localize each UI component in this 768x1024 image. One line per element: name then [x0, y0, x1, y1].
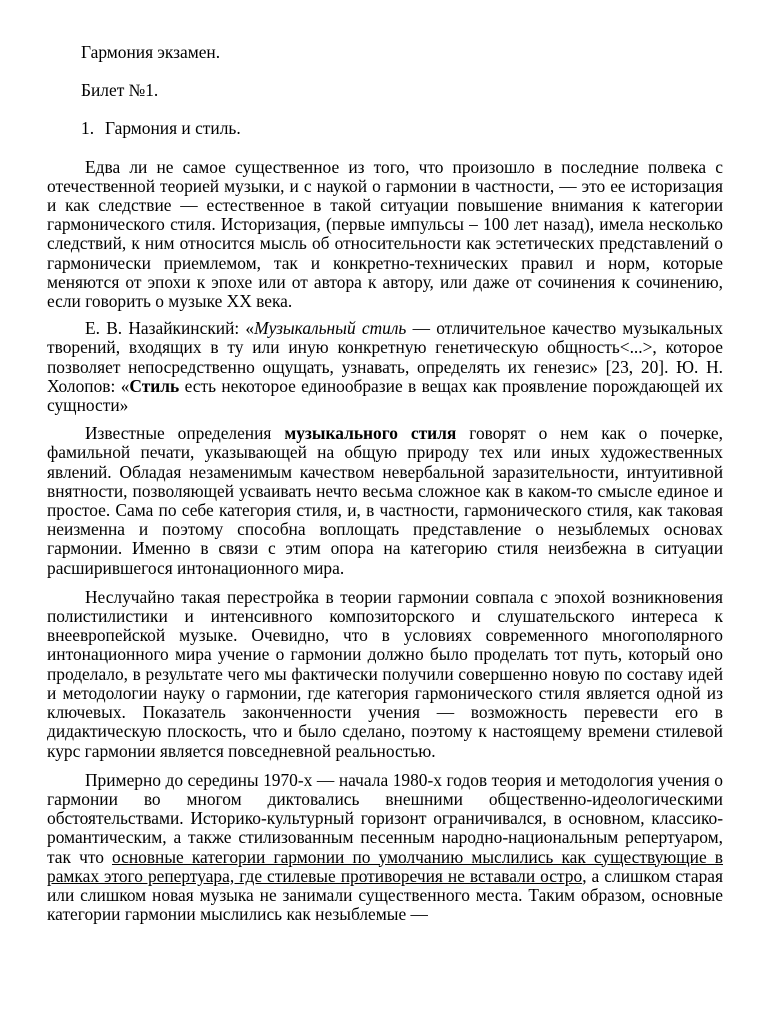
- term-musical-style-bold: музыкального стиля: [284, 423, 457, 444]
- paragraph-run: говорят о нем как о почерке, фамильной печати, указывающей на общую природу тех или иных художественных явлений. Обладая незаменимым качеством невербальной заразительности, интуитивной внятности, позволяющей усваивать нечто весьма сложное как в каком-то смысле единое и простое. Сама по себе категория стиля, и, в частности, гармонического стиля, как таковая неизменна и поэтому способна воплощать представление о незыблемых основах гармонии. Именно в связи с этим опора на категорию стиля неизбежна в ситуации расширившегося интонационного мира.: [47, 423, 723, 578]
- topic-heading: [47, 119, 723, 138]
- paragraph-run: Е. В. Назайкинский: «: [85, 318, 255, 339]
- paragraph-run: Едва ли не самое существенное из того, что произошло в последние полвека с отечественной теорией музыки, и с наукой о гармонии в частности, — это ее историзация и как следствие — естественное в такой ситуации повышение внимания к категории гармонического стиля. Историзация, (первые импульсы – 100 лет назад), имела несколько следствий, к ним относится мысль об относительности как эстетических представлений о гармонически приемлемом, так и конкретно-технических правил и норм, которые меняются от эпохи к эпохе или от автора к автору, или даже от сочинения к сочинению, если говорить о музыке XX века.: [47, 156, 723, 312]
- paragraph-run: — отличительное качество музыкальных творений, входящих в ту или иную конкретную генетическую общность<...>, которое позволяет непосредственно ощущать, узнавать, определять их генезис» [23, 20]. Ю. Н. Холопов: «: [47, 318, 723, 396]
- underlined-statement: основные категории гармонии по умолчанию мыслились как существующие в рамках этого репертуара, где стилевые противоречия не вставали остро: [47, 846, 723, 886]
- paragraph-run: есть некоторое единообразие в вещах как проявление порождающей их сущности»: [47, 375, 724, 416]
- paragraph-4: [47, 588, 723, 761]
- paragraph-run: , а слишком старая или слишком новая музыка не занимали существенного места. Таким образом, основные категории гармонии мыслились как незыблемые —: [47, 865, 723, 925]
- paragraph-3: [47, 424, 723, 578]
- term-musical-style-italic: Музыкальный стиль: [254, 318, 407, 339]
- paragraph-run: Неслучайно такая перестройка в теории гармонии совпала с эпохой возникновения полистилистики и интенсивного композиторского и слушательского интереса к внеевропейской музыке. Очевидно, что в условиях современного многополярного интонационного мира учение о гармонии должно было проделать тот путь, который оно проделало, в результате чего мы фактически получили совершенно новую по составу идей и методологии науку о гармонии, где категория гармонического стиля является одной из ключевых. Показатель законченности учения — возможность перевести его в дидактическую плоскость, что и было сделано, поэтому к настоящему времени стилевой курс гармонии является повседневной реальностью.: [47, 586, 723, 761]
- ticket-title: Билет №1.: [81, 80, 159, 101]
- paragraph-2: [47, 319, 723, 415]
- topic-title: Гармония и стиль.: [105, 118, 241, 139]
- topic-number: 1.: [81, 118, 95, 139]
- paragraph-5: [47, 771, 723, 925]
- paragraph-1: [47, 158, 723, 312]
- document-title: Гармония экзамен.: [81, 42, 221, 62]
- paragraph-run: Примерно до середины 1970-х — начала 1980-х годов теория и методология учения о гармонии во многом диктовались внешними общественно-идеологическими обстоятельствами. Историко-культурный горизонт ограничивался, в основном, классико-романтическим, а также стилизованным песенным народно-национальным репертуаром, так что: [47, 769, 723, 867]
- term-style-bold: Стиль: [129, 375, 180, 396]
- paragraph-run: Известные определения: [85, 423, 285, 444]
